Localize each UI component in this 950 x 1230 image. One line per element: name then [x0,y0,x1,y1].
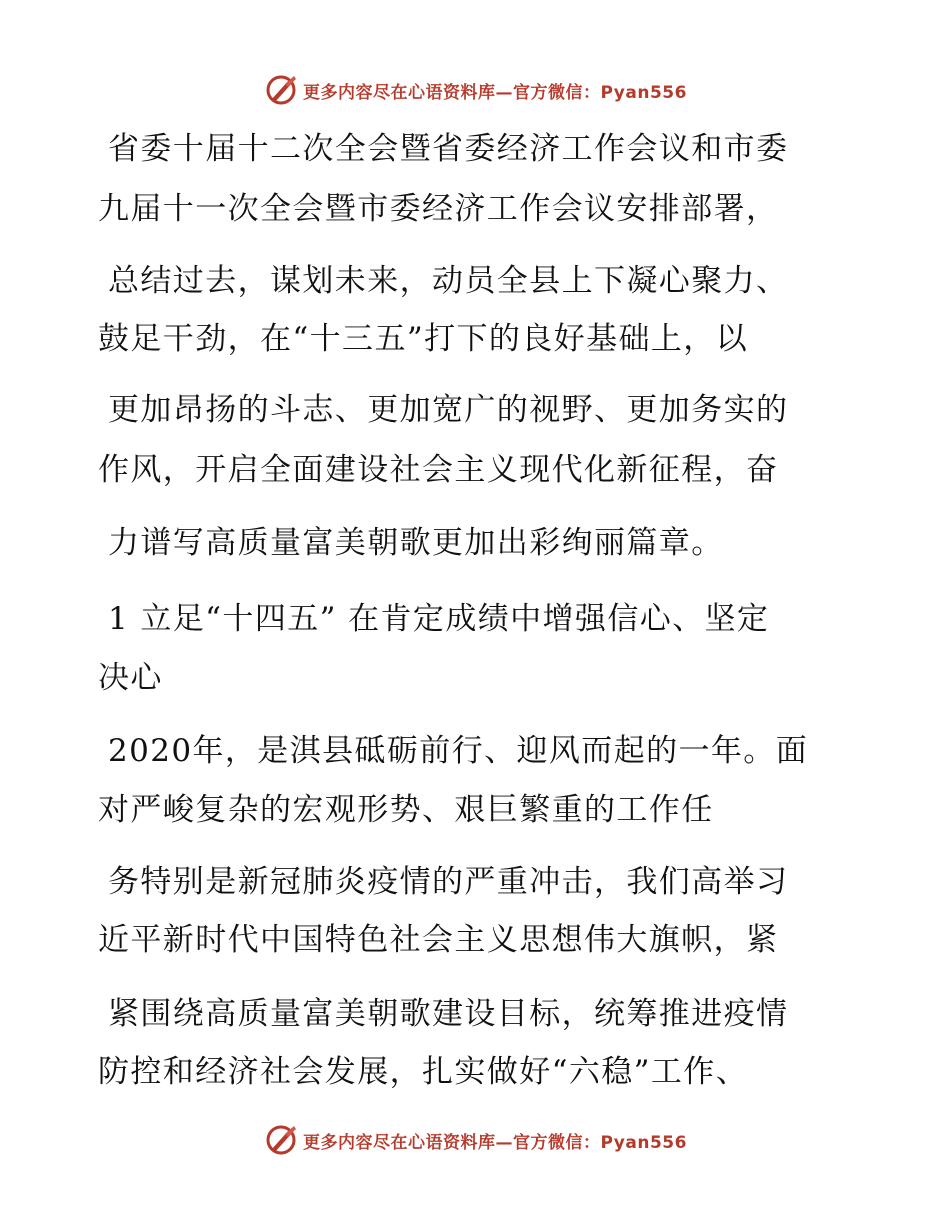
footer-banner-text: 更多内容尽在心语资料库—官方微信：Pyan556 [303,1132,687,1153]
quill-pen-logo-icon [263,1122,299,1158]
header-banner-text: 更多内容尽在心语资料库—官方微信：Pyan556 [303,82,687,103]
section-heading-line-2: 决心 [98,660,163,696]
body-line-12: 紧围绕高质量富美朝歌建设目标，统筹推进疫情 [108,996,789,1032]
body-line-10: 务特别是新冠肺炎疫情的严重冲击，我们高举习 [108,864,789,900]
body-line-8: 2020年，是淇县砥砺前行、迎风而起的一年。面 [108,733,809,769]
body-line-9: 对严峻复杂的宏观形势、艰巨繁重的工作任 [98,792,714,828]
body-line-11: 近平新时代中国特色社会主义思想伟大旗帜，紧 [98,922,779,958]
body-line-3: 总结过去，谋划未来，动员全县上下凝心聚力、 [108,263,789,299]
body-line-2: 九届十一次全会暨市委经济工作会议安排部署， [98,191,779,227]
body-line-7: 力谱写高质量富美朝歌更加出彩绚丽篇章。 [108,525,724,561]
body-line-5: 更加昂扬的斗志、更加宽广的视野、更加务实的 [108,392,789,428]
body-line-6: 作风，开启全面建设社会主义现代化新征程，奋 [98,452,779,488]
section-heading-line-1: 1 立足“十四五” 在肯定成绩中增强信心、坚定 [108,601,770,637]
body-line-1: 省委十届十二次全会暨省委经济工作会议和市委 [108,131,789,167]
body-line-13: 防控和经济社会发展，扎实做好“六稳”工作、 [98,1054,749,1090]
body-line-4: 鼓足干劲，在“十三五”打下的良好基础上，以 [98,321,749,357]
footer-banner [0,1118,950,1162]
